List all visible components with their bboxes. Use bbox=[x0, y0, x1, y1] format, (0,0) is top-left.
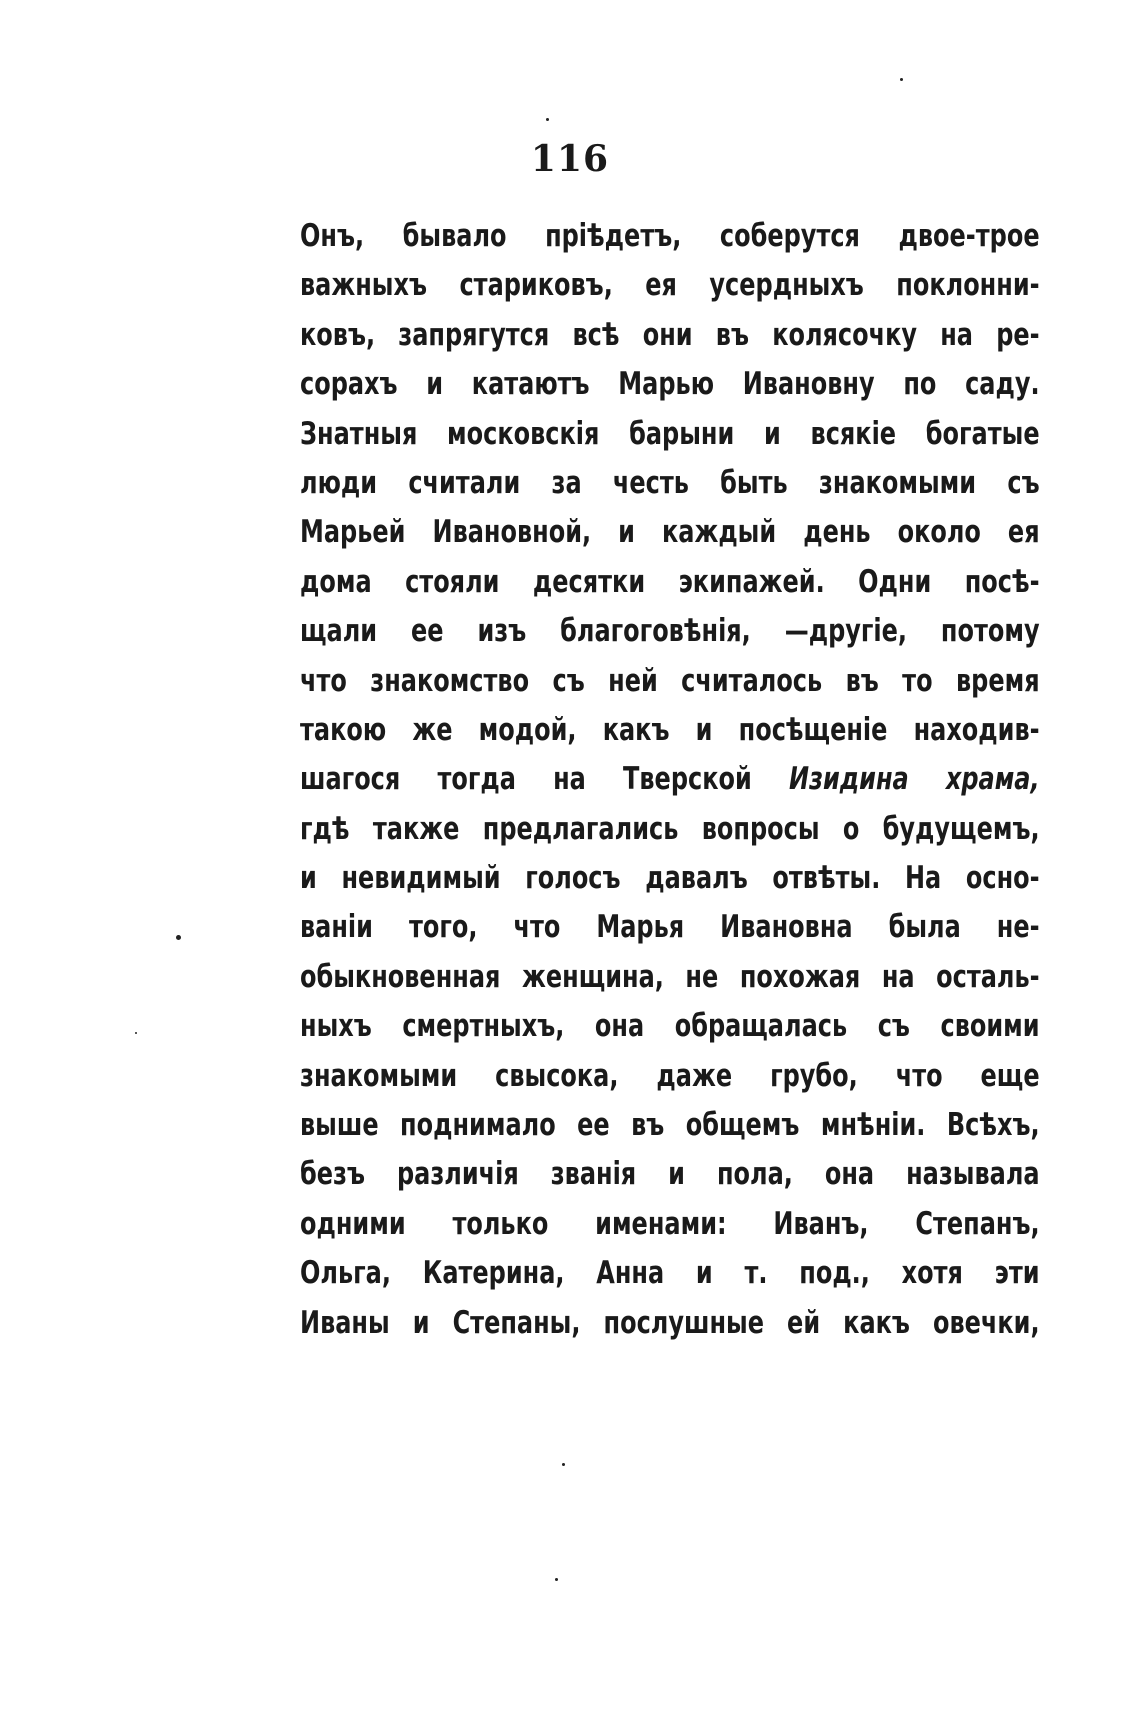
text-line-with-italic bbox=[300, 755, 1040, 804]
scan-speck bbox=[135, 1032, 137, 1034]
text-line: Марьей Ивановной, и каждый день около ея bbox=[300, 514, 1040, 551]
text-line: важныхъ стариковъ, ея усердныхъ поклонни- bbox=[300, 267, 1040, 304]
text-line: люди считали за честь быть знакомыми съ bbox=[300, 464, 1040, 501]
text-line: гдѣ также предлагались вопросы о будущемъ, bbox=[300, 810, 1040, 847]
text-line: выше поднимало ее въ общемъ мнѣніи. Всѣхъ, bbox=[300, 1107, 1040, 1144]
scan-speck bbox=[555, 1578, 558, 1581]
text-line: и невидимый голосъ давалъ отвѣты. На осно- bbox=[300, 860, 1040, 897]
italic-phrase: Изидина храма, bbox=[788, 761, 1040, 798]
scan-speck bbox=[900, 78, 903, 81]
scan-speck bbox=[176, 935, 181, 940]
scan-speck bbox=[562, 1463, 565, 1466]
text-line: ныхъ смертныхъ, она обращалась съ своими bbox=[300, 1008, 1040, 1045]
text-line: знакомыми свысока, даже грубо, что еще bbox=[300, 1057, 1040, 1094]
text-line: сорахъ и катаютъ Марью Ивановну по саду. bbox=[300, 366, 1040, 403]
text-line: ковъ, запрягутся всѣ они въ колясочку на ре- bbox=[300, 316, 1040, 353]
page-number: 116 bbox=[530, 138, 610, 180]
text-line: Иваны и Степаны, послушные ей какъ овечки, bbox=[300, 1304, 1040, 1341]
scan-speck bbox=[546, 118, 549, 121]
text-line: щали ее изъ благоговѣнія, —другіе, потому bbox=[300, 613, 1040, 650]
text-line: обыкновенная женщина, не похожая на осталь- bbox=[300, 958, 1040, 995]
text-line: Онъ, бывало пріѣдетъ, соберутся двое-трое bbox=[300, 218, 1040, 254]
text-line: одними только именами: Иванъ, Степанъ, bbox=[300, 1205, 1040, 1242]
text-line: что знакомство съ ней считалось въ то время bbox=[300, 662, 1040, 699]
text-line: безъ различія званія и пола, она называла bbox=[300, 1156, 1040, 1193]
body-text bbox=[300, 212, 1040, 1348]
text-line-start: шагося тогда на Тверской bbox=[300, 761, 752, 798]
text-line: Знатныя московскія барыни и всякіе богатые bbox=[300, 415, 1040, 452]
text-line: такою же модой, какъ и посѣщеніе находив- bbox=[300, 711, 1040, 748]
text-line: дома стояли десятки экипажей. Одни посѣ- bbox=[300, 563, 1040, 600]
text-line: ваніи того, что Марья Ивановна была не- bbox=[300, 909, 1040, 946]
text-line: Ольга, Катерина, Анна и т. под., хотя эти bbox=[300, 1255, 1040, 1292]
